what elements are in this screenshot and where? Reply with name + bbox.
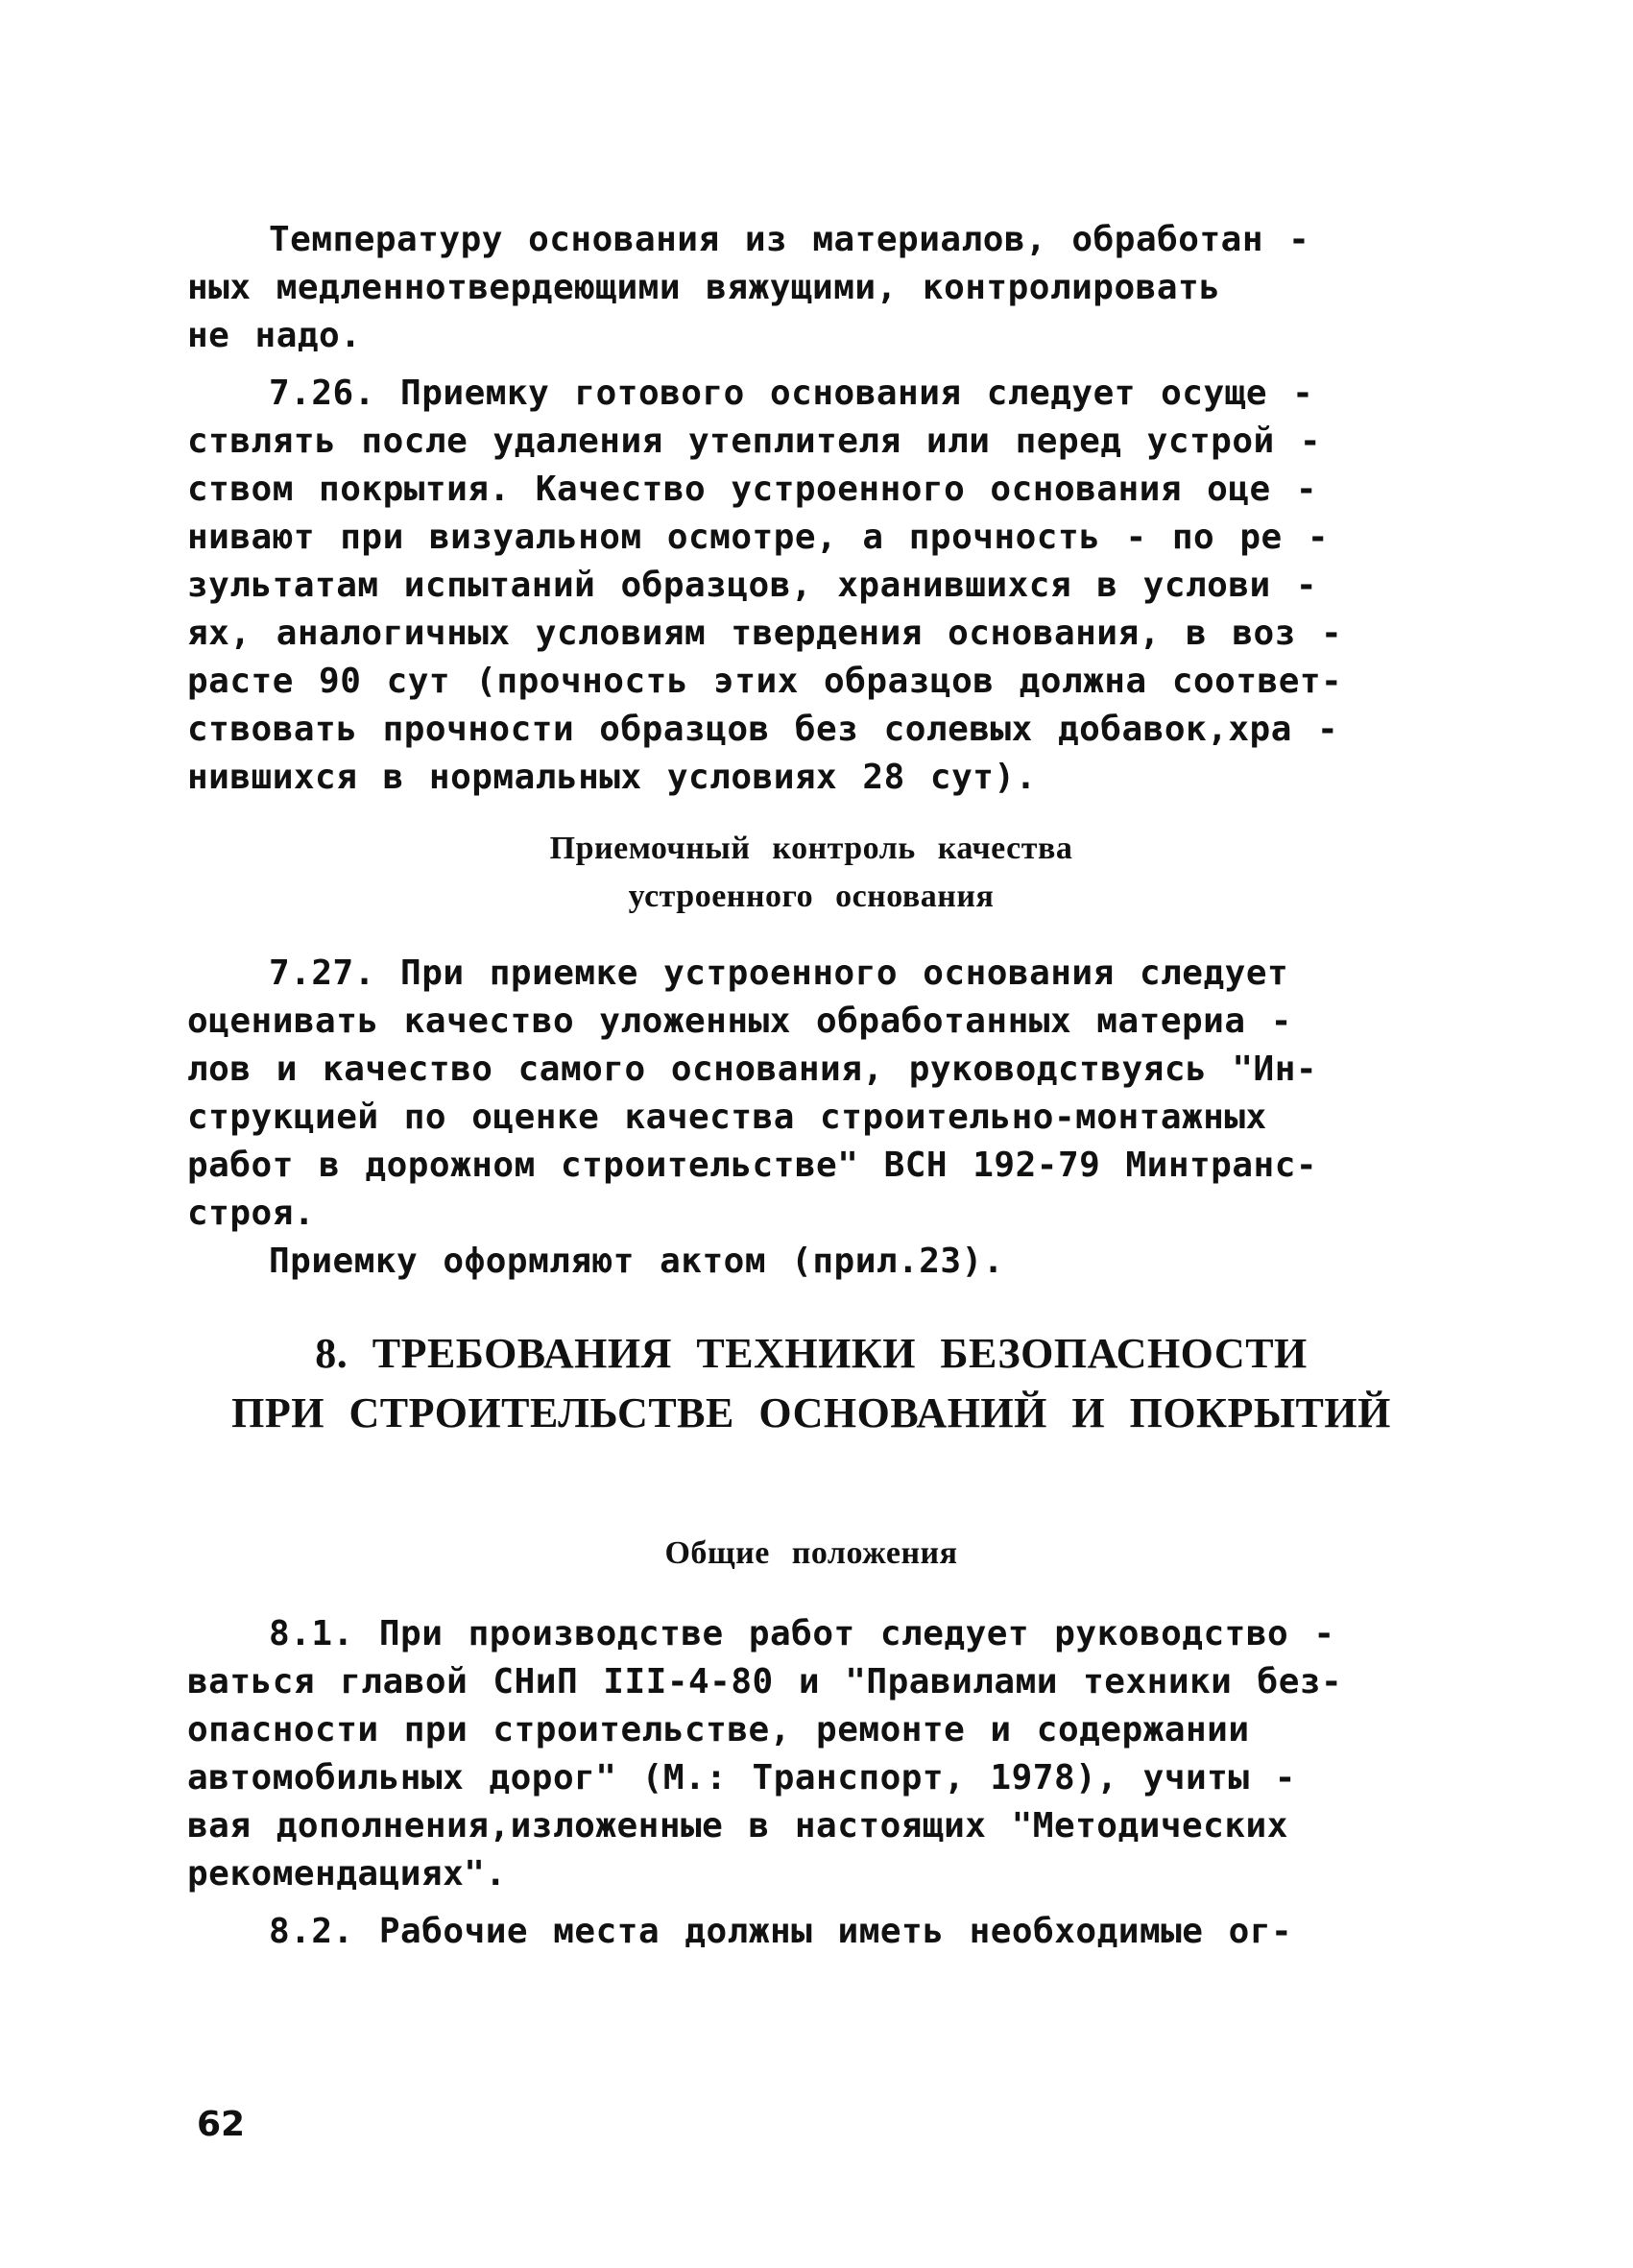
- text-line: ях, аналогичных условиям твердения основания, в воз -: [187, 614, 1343, 653]
- paragraph-7-26: [187, 370, 1435, 802]
- text-line: автомобильных дорог" (М.: Транспорт, 1978), учиты -: [187, 1758, 1296, 1798]
- text-line: нившихся в нормальных условиях 28 сут).: [187, 758, 1037, 797]
- text-line: ваться главой СНиП III-4-80 и "Правилами техники без-: [187, 1662, 1343, 1701]
- subheading-general-provisions: [187, 1530, 1435, 1578]
- text-line: оценивать качество уложенных обработанных материа -: [187, 1001, 1292, 1041]
- text-line: струкцией по оценке качества строительно-монтажных: [187, 1098, 1267, 1137]
- subheading-line: устроенного основания: [628, 879, 995, 914]
- page-number: 62: [197, 2105, 246, 2144]
- subheading-acceptance-control: [187, 825, 1435, 921]
- text-line: вая дополнения,изложенные в настоящих "Методических: [187, 1806, 1288, 1846]
- text-line: лов и качество самого основания, руководствуясь "Ин-: [187, 1050, 1318, 1089]
- text-line: 8.1. При производстве работ следует руководство -: [269, 1614, 1335, 1653]
- subheading-line: Приемочный контроль качества: [549, 831, 1073, 866]
- text-line: работ в дорожном строительстве" ВСН 192-79 Минтранс-: [187, 1146, 1318, 1185]
- chapter-heading-8: [187, 1324, 1435, 1443]
- text-line: ством покрытия. Качество устроенного основания оце -: [187, 470, 1318, 509]
- text-line: строя.: [187, 1194, 316, 1233]
- text-line: расте 90 сут (прочность этих образцов должна соответ-: [187, 662, 1343, 701]
- paragraph-7-27: [187, 950, 1435, 1238]
- paragraph-8-1: [187, 1610, 1435, 1898]
- text-line: 8.2. Рабочие места должны иметь необходимые ог-: [269, 1912, 1293, 1951]
- text-line: ствовать прочности образцов без солевых добавок,хра -: [187, 710, 1339, 749]
- paragraph-temperature: [187, 216, 1435, 360]
- text-line: нивают при визуальном осмотре, а прочность - по ре -: [187, 518, 1330, 557]
- text-line: 7.27. При приемке устроенного основания следует: [269, 953, 1289, 993]
- text-line: не надо.: [187, 316, 362, 355]
- text-line: ных медленнотвердеющими вяжущими, контролировать: [187, 268, 1221, 307]
- text-line: рекомендациях".: [187, 1854, 507, 1894]
- chapter-heading-line: ПРИ СТРОИТЕЛЬСТВЕ ОСНОВАНИЙ И ПОКРЫТИЙ: [231, 1389, 1391, 1436]
- text-line: 7.26. Приемку готового основания следует осуще -: [269, 374, 1314, 413]
- text-line: Приемку оформляют актом (прил.23).: [269, 1242, 1004, 1281]
- chapter-heading-line: 8. ТРЕБОВАНИЯ ТЕХНИКИ БЕЗОПАСНОСТИ: [315, 1330, 1308, 1377]
- text-line: ствлять после удаления утеплителя или перед устрой -: [187, 422, 1322, 461]
- subheading-line: Общие положения: [664, 1535, 958, 1571]
- text-line: опасности при строительстве, ремонте и содержании: [187, 1710, 1250, 1749]
- text-line: Температуру основания из материалов, обработан -: [269, 220, 1310, 259]
- paragraph-8-2: [187, 1908, 1435, 1956]
- paragraph-7-27-act: [187, 1238, 1435, 1286]
- page-content: [187, 216, 1435, 1956]
- text-line: зультатам испытаний образцов, хранившихся в услови -: [187, 566, 1318, 605]
